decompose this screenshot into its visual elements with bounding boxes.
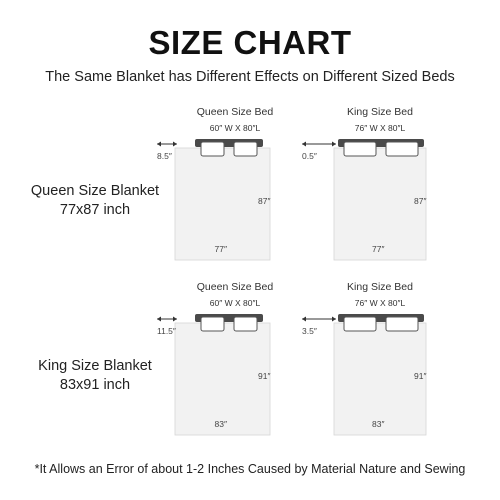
blanket-length-label: 91″ <box>258 371 271 381</box>
row-label-size: 77x87 inch <box>59 202 131 218</box>
bed-dimensions: 76″ W X 80″L <box>354 123 406 133</box>
pillow <box>386 142 418 156</box>
arrow-head-left <box>302 317 306 322</box>
bed-blanket-illustration <box>300 136 460 266</box>
overhang-label: 0.5″ <box>302 151 317 161</box>
bed-dimensions: 60″ W X 80″L <box>209 298 261 308</box>
overhang-label: 3.5″ <box>302 326 317 336</box>
row-label-name: King Size Blanket <box>38 358 152 374</box>
bed-blanket-illustration <box>155 311 315 441</box>
bed-size-name: Queen Size Bed <box>196 106 274 118</box>
arrow-head-left <box>302 142 306 147</box>
arrow-head-left <box>157 317 161 322</box>
pillow <box>234 142 257 156</box>
panel-king-blanket-queen-bed <box>155 281 315 441</box>
pillow <box>201 142 224 156</box>
panel-queen-blanket-queen-bed <box>155 106 315 266</box>
arrow-head-right <box>173 142 177 147</box>
panel-queen-blanket-king-bed <box>300 106 460 266</box>
pillow <box>344 142 376 156</box>
pillow <box>344 317 376 331</box>
row-label-size: 83x91 inch <box>59 377 131 393</box>
blanket-length-label: 87″ <box>414 196 427 206</box>
bed-size-name: Queen Size Bed <box>196 281 274 293</box>
pillow <box>201 317 224 331</box>
panel-king-blanket-king-bed <box>300 281 460 441</box>
pillow <box>386 317 418 331</box>
overhang-label: 11.5″ <box>157 326 176 336</box>
blanket-width-label: 77″ <box>214 244 227 254</box>
bed-blanket-illustration <box>300 311 460 441</box>
bed-size-name: King Size Bed <box>347 281 413 293</box>
blanket-width-label: 77″ <box>372 244 385 254</box>
bed-dimensions: 60″ W X 80″L <box>209 123 261 133</box>
chart-title: SIZE CHART <box>148 24 352 61</box>
footnote: *It Allows an Error of about 1-2 Inches Caused by Material Nature and Sewing <box>34 462 466 476</box>
arrow-head-right <box>332 317 336 322</box>
blanket-width-label: 83″ <box>372 419 385 429</box>
blanket-length-label: 91″ <box>414 371 427 381</box>
arrow-head-right <box>173 317 177 322</box>
blanket-length-label: 87″ <box>258 196 271 206</box>
row-label-name: Queen Size Blanket <box>30 183 160 199</box>
overhang-label: 8.5″ <box>157 151 172 161</box>
bed-size-name: King Size Bed <box>347 106 413 118</box>
arrow-head-left <box>157 142 161 147</box>
arrow-head-right <box>332 142 336 147</box>
pillow <box>234 317 257 331</box>
bed-blanket-illustration <box>155 136 315 266</box>
bed-dimensions: 76″ W X 80″L <box>354 298 406 308</box>
chart-subtitle: The Same Blanket has Different Effects on Different Sized Beds <box>45 69 455 85</box>
blanket-width-label: 83″ <box>214 419 227 429</box>
